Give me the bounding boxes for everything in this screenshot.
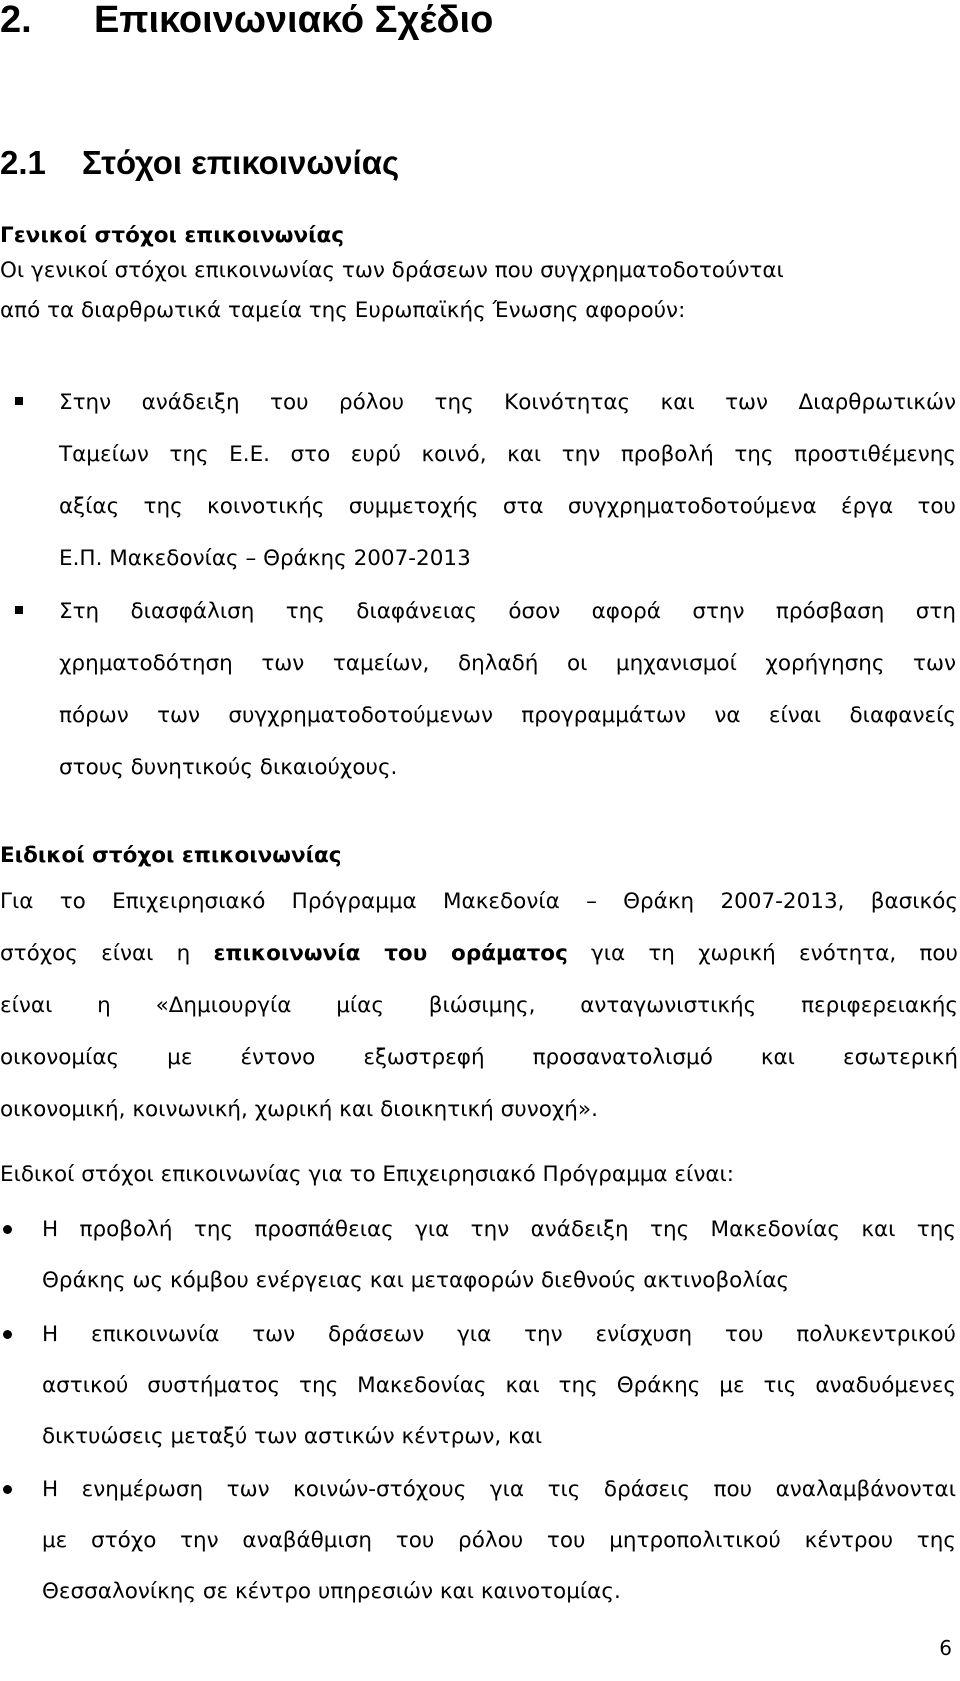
list-item-line: Ταμείων της Ε.Ε. στο ευρύ κοινό, και την προβολή της προστιθέμενης <box>59 442 956 467</box>
list-item-line: Ε.Π. Μακεδονίας – Θράκης 2007-2013 <box>59 546 471 571</box>
list-item-line: Στην ανάδειξη του ρόλου της Κοινότητας και των Διαρθρωτικών <box>59 390 956 415</box>
paragraph-text: στόχος είναι η <box>0 941 191 966</box>
general-goal-item-1 <box>59 383 956 591</box>
general-goal-item-2 <box>59 592 956 800</box>
square-bullet-icon <box>15 606 23 614</box>
heading-1-number: 2. <box>0 0 32 41</box>
list-item-line: Η επικοινωνία των δράσεων για την ενίσχυση του πολυκεντρικού <box>42 1322 956 1347</box>
list-item-line: Στη διασφάλιση της διαφάνειας όσον αφορά στην πρόσβαση στη <box>59 599 956 624</box>
paragraph-line: οικονομική, κοινωνική, χωρική και διοικητική συνοχή». <box>0 1097 598 1122</box>
specific-goal-item-1 <box>42 1210 956 1312</box>
heading-2-text: Στόχοι επικοινωνίας <box>82 144 400 181</box>
paragraph-line <box>0 934 958 986</box>
heading-2-number: 2.1 <box>0 144 46 181</box>
round-bullet-icon <box>3 1485 12 1494</box>
emphasis-text: επικοινωνία του οράματος <box>213 941 568 966</box>
list-item-line: αστικού συστήματος της Μακεδονίας και της Θράκης με τις αναδυόμενες <box>42 1373 956 1398</box>
list-item-line: στους δυνητικούς δικαιούχους. <box>59 755 398 780</box>
paragraph-line: οικονομίας με έντονο εξωστρεφή προσανατολισμό και εσωτερική <box>0 1045 958 1070</box>
specific-list-intro: Ειδικοί στόχοι επικοινωνίας για το Επιχειρησιακό Πρόγραμμα είναι: <box>0 1162 735 1187</box>
heading-2 <box>0 145 399 181</box>
list-item-line: πόρων των συγχρηματοδοτούμενων προγραμμάτων να είναι διαφανείς <box>59 703 956 728</box>
square-bullet-icon <box>15 397 23 405</box>
list-item-line: Η ενημέρωση των κοινών-στόχους για τις δράσεις που αναλαμβάνονται <box>42 1477 956 1502</box>
general-intro <box>0 254 958 327</box>
general-intro-line-1: Οι γενικοί στόχοι επικοινωνίας των δράσεων που συγχρηματοδοτούνται <box>0 258 784 283</box>
specific-paragraph <box>0 882 958 1142</box>
heading-1-text: Επικοινωνιακό Σχέδιο <box>94 0 494 41</box>
list-item-line: αξίας της κοινοτικής συμμετοχής στα συγχρηματοδοτούμενα έργα του <box>59 494 956 519</box>
list-item-line: με στόχο την αναβάθμιση του ρόλου του μητροπολιτικού κέντρου της <box>42 1528 956 1553</box>
list-item-line: Θράκης ως κόμβου ενέργειας και μεταφορών διεθνούς ακτινοβολίας <box>42 1268 790 1293</box>
list-item-line: Θεσσαλονίκης σε κέντρο υπηρεσιών και καινοτομίας. <box>42 1579 621 1604</box>
general-intro-line-2: από τα διαρθρωτικά ταμεία της Ευρωπαϊκής Ένωσης αφορούν: <box>0 298 686 323</box>
specific-goal-item-2 <box>42 1315 956 1468</box>
paragraph-line: Για το Επιχειρησιακό Πρόγραμμα Μακεδονία – Θράκη 2007-2013, βασικός <box>0 889 958 914</box>
specific-goals-title: Ειδικοί στόχοι επικοινωνίας <box>0 843 342 868</box>
general-goals-title: Γενικοί στόχοι επικοινωνίας <box>0 223 344 248</box>
list-item-line: χρηματοδότηση των ταμείων, δηλαδή οι μηχανισμοί χορήγησης των <box>59 651 956 676</box>
paragraph-line: είναι η «Δημιουργία μίας βιώσιμης, ανταγωνιστικής περιφερειακής <box>0 993 958 1018</box>
paragraph-text: για τη χωρική ενότητα, που <box>591 941 958 966</box>
round-bullet-icon <box>3 1225 12 1234</box>
round-bullet-icon <box>3 1330 12 1339</box>
list-item-line: δικτυώσεις μεταξύ των αστικών κέντρων, και <box>42 1424 543 1449</box>
list-item-line: Η προβολή της προσπάθειας για την ανάδειξη της Μακεδονίας και της <box>42 1217 956 1242</box>
specific-goal-item-3 <box>42 1470 956 1623</box>
page-number: 6 <box>939 1636 952 1660</box>
heading-1 <box>0 0 493 40</box>
